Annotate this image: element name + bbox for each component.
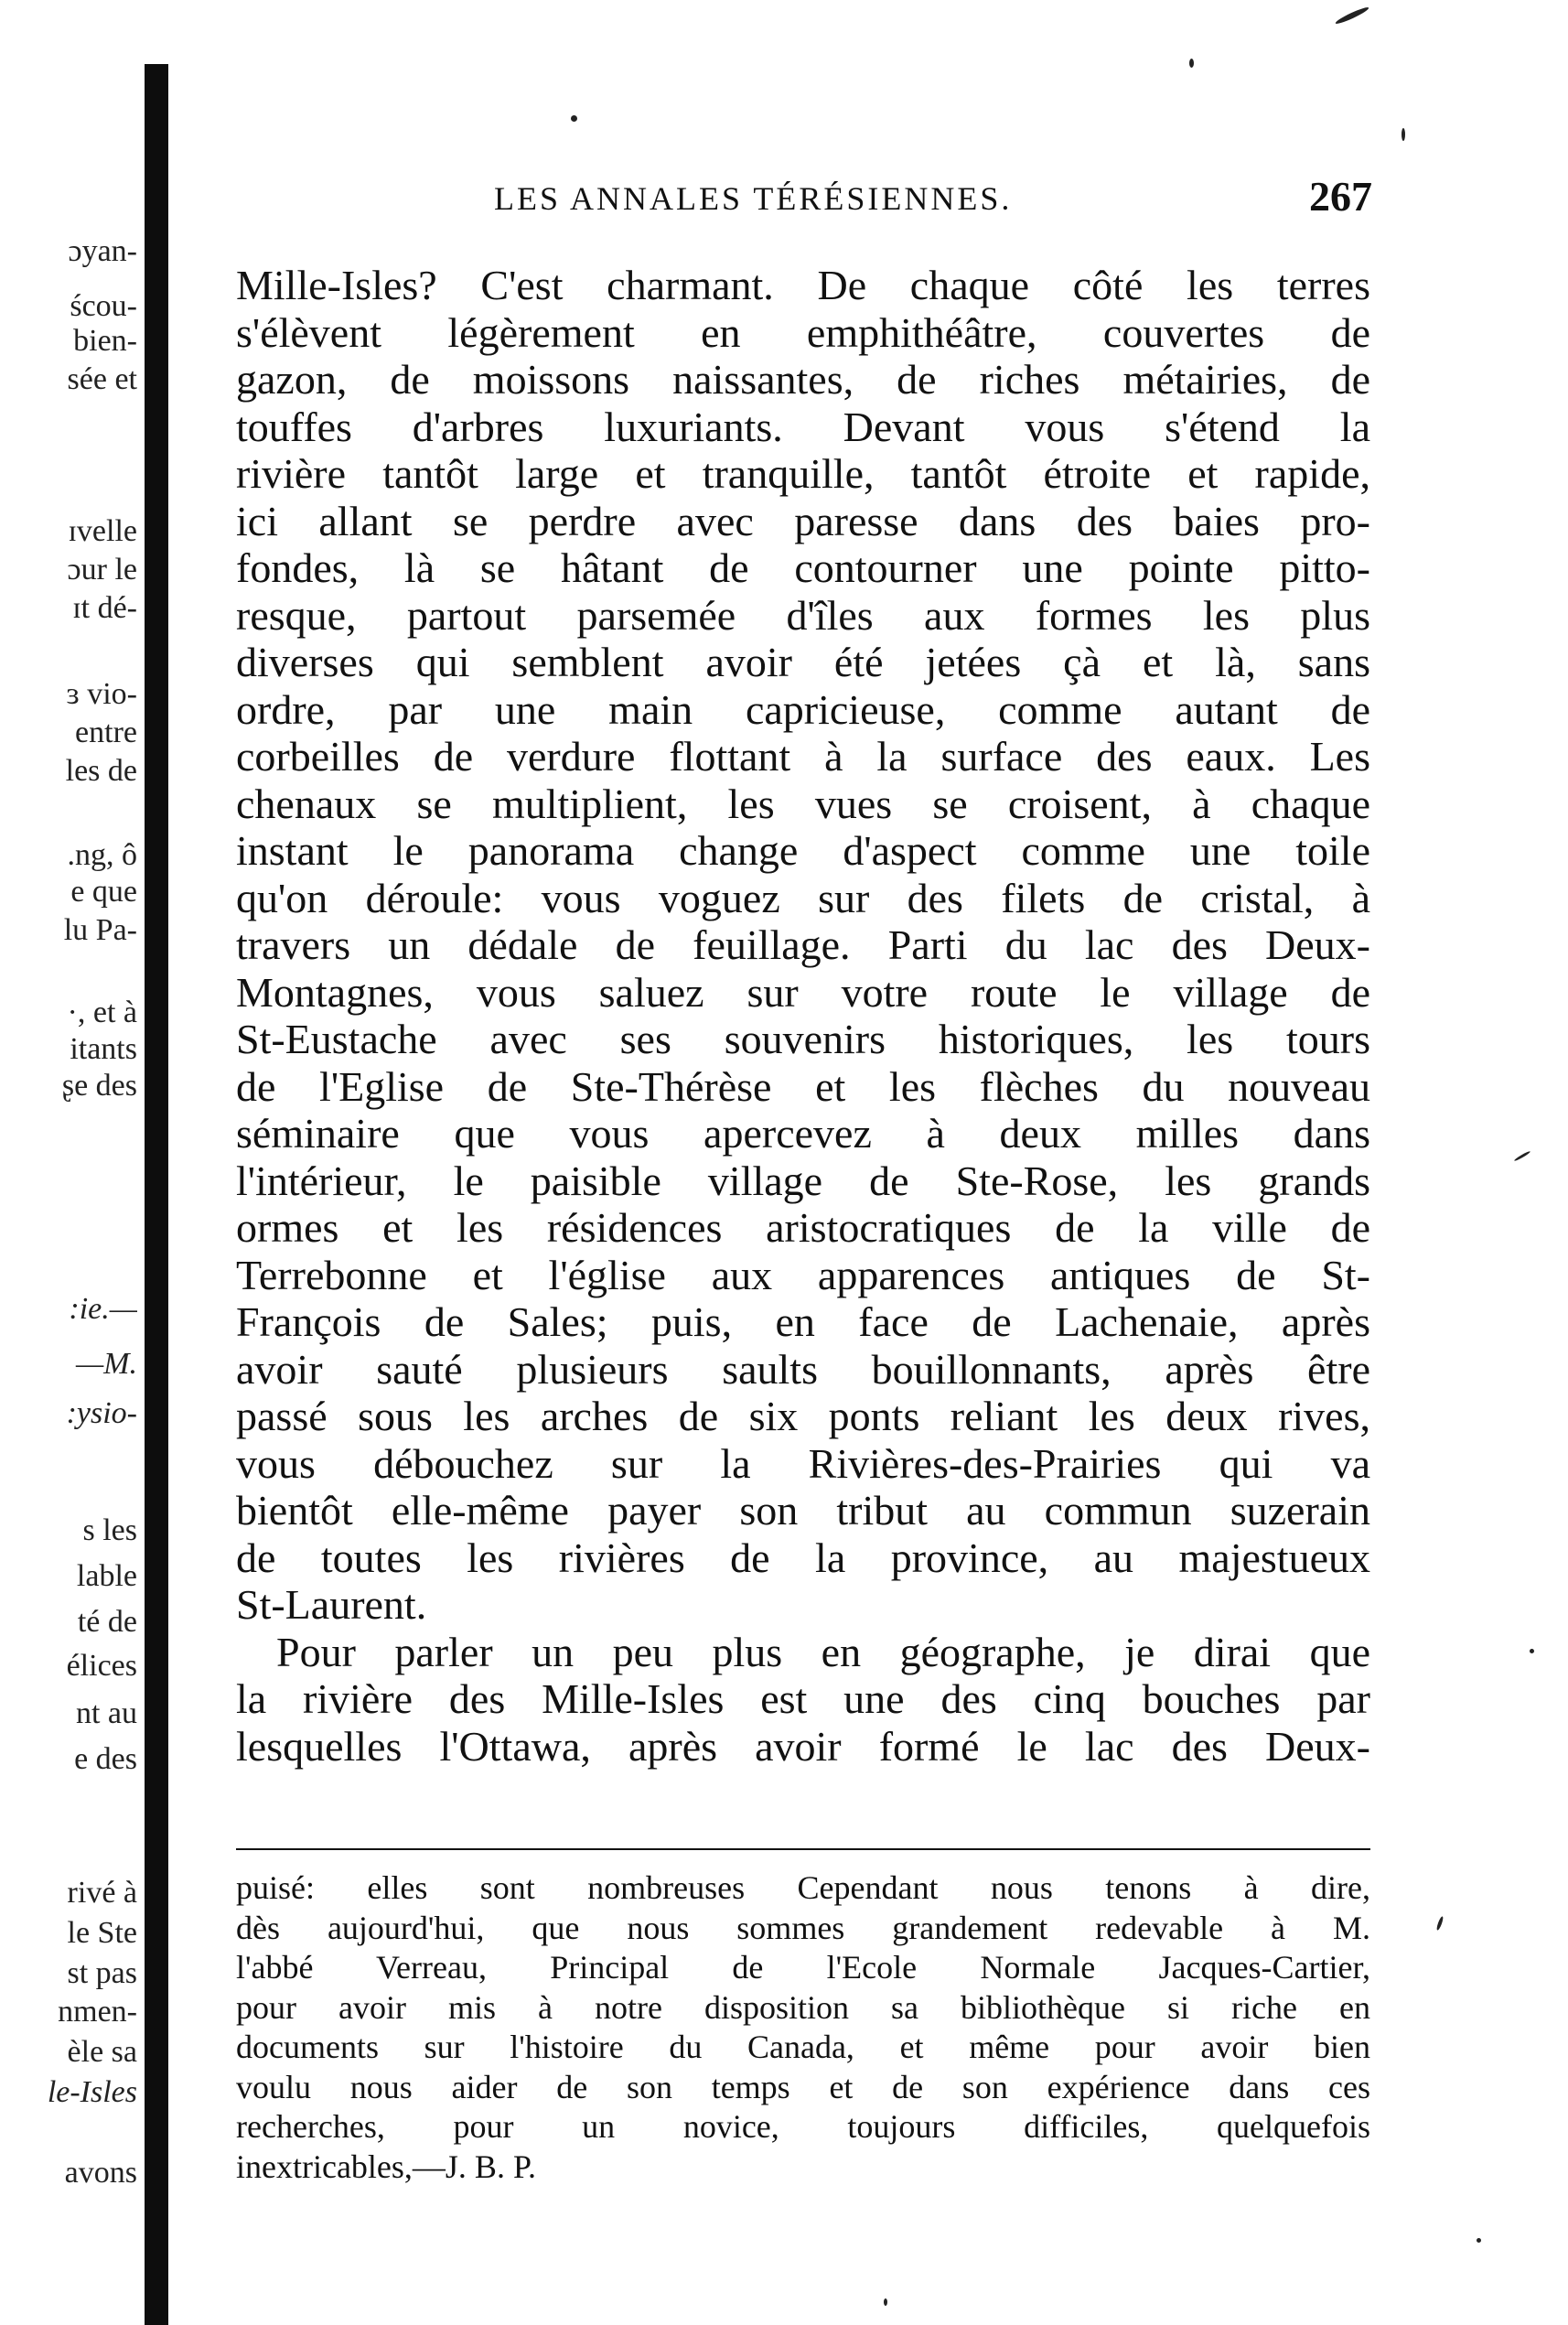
body-line: fondes, là se hâtant de contourner une pointe pitto-	[236, 544, 1370, 591]
body-line: chenaux se multiplient, les vues se croisent, à chaque	[236, 780, 1370, 827]
footnote-line: recherches, pour un novice, toujours difficiles, quelquefois	[236, 2108, 1370, 2145]
page-number: 267	[1309, 173, 1372, 220]
body-line: Montagnes, vous saluez sur votre route le village de	[236, 968, 1370, 1016]
left-fragment: lu Pa-	[63, 913, 137, 947]
left-fragment: ɪvelle	[68, 514, 137, 548]
left-fragment: —M.	[75, 1347, 137, 1381]
scan-speck	[1335, 5, 1370, 26]
left-fragment: :ie.—	[69, 1292, 137, 1326]
body-line: s'élèvent légèrement en emphithéâtre, couvertes de	[236, 308, 1370, 356]
body-line: lesquelles l'Ottawa, après avoir formé le lac des Deux-	[236, 1722, 1370, 1770]
left-fragment: lable	[76, 1559, 137, 1593]
scan-speck	[1402, 128, 1405, 141]
scan-speck	[1477, 2238, 1481, 2243]
body-line: St-Eustache avec ses souvenirs historiques, les tours	[236, 1016, 1370, 1062]
body-line: de toutes les rivières de la province, au majestueux	[236, 1534, 1370, 1581]
left-fragment: ścou-	[70, 289, 137, 323]
body-line: séminaire que vous apercevez à deux milles dans	[236, 1110, 1370, 1157]
running-header	[494, 173, 1372, 225]
footnote-rule	[236, 1848, 1370, 1850]
scan-speck	[1435, 1916, 1444, 1931]
left-fragment: nt au	[75, 1696, 137, 1730]
body-line: Terrebonne et l'église aux apparences antiques de St-	[236, 1251, 1370, 1298]
body-line: instant le panorama change d'aspect comme une toile	[236, 827, 1370, 874]
left-fragment: ɪt dé-	[72, 591, 137, 625]
left-fragment: ʂe des	[61, 1069, 137, 1103]
left-fragment: e que	[70, 875, 137, 909]
body-line: la rivière des Mille-Isles est une des cinq bouches par	[236, 1675, 1370, 1722]
left-fragment: s les	[82, 1513, 137, 1547]
body-line: corbeilles de verdure flottant à la surface des eaux. Les	[236, 733, 1370, 780]
left-fragment: avons	[64, 2156, 137, 2190]
left-fragment: bien-	[73, 324, 137, 358]
scan-speck	[1189, 59, 1194, 68]
left-fragment: itants	[70, 1032, 137, 1066]
body-line: gazon, de moissons naissantes, de riches métairies, de	[236, 356, 1370, 403]
left-fragment: ·, et à	[67, 996, 137, 1029]
body-line: rivière tantôt large et tranquille, tantôt étroite et rapide,	[236, 450, 1370, 497]
body-line: St-Laurent.	[236, 1581, 427, 1628]
left-fragment: ɔyan-	[68, 234, 137, 268]
body-line: avoir sauté plusieurs saults bouillonnants, après être	[236, 1345, 1370, 1393]
body-line: Mille-Isles? C'est charmant. De chaque côté les terres	[236, 262, 1370, 308]
left-fragment: st pas	[67, 1956, 137, 1990]
left-fragment: le-Isles	[47, 2075, 137, 2109]
left-fragment: èle sa	[67, 2035, 137, 2069]
left-fragment: le Ste	[67, 1916, 137, 1950]
left-fragment: entre	[75, 716, 137, 749]
body-line: François de Sales; puis, en face de Lachenaie, après	[236, 1298, 1370, 1345]
left-fragment: .ng, ô	[67, 838, 137, 872]
footnote-line: dès aujourd'hui, que nous sommes grandement redevable à M.	[236, 1909, 1370, 1946]
book-spine-gutter	[145, 64, 168, 2325]
body-line: qu'on déroule: vous voguez sur des filets de cristal, à	[236, 874, 1370, 921]
scan-speck	[884, 2298, 887, 2306]
left-fragment: rivé à	[67, 1876, 137, 1910]
body-line: Pour parler un peu plus en géographe, je dirai que	[276, 1628, 1370, 1675]
left-fragment: té de	[77, 1605, 137, 1639]
left-fragment: les de	[65, 754, 137, 788]
footnote-line: documents sur l'histoire du Canada, et même pour avoir bien	[236, 2029, 1370, 2065]
body-line: resque, partout parsemée d'îles aux formes les plus	[236, 591, 1370, 639]
body-line: ormes et les résidences aristocratiques de la ville de	[236, 1204, 1370, 1251]
body-line: bientôt elle-même payer son tribut au commun suzerain	[236, 1487, 1370, 1534]
footnote-line: pour avoir mis à notre disposition sa bibliothèque si riche en	[236, 1988, 1370, 2026]
body-line: touffes d'arbres luxuriants. Devant vous s'étend la	[236, 403, 1370, 450]
body-text	[236, 262, 1370, 1770]
left-fragment: e des	[74, 1742, 137, 1776]
body-line: de l'Eglise de Ste-Thérèse et les flèches du nouveau	[236, 1062, 1370, 1110]
scan-speck	[1530, 1649, 1534, 1653]
footnote-line: inextricables,—J. B. P.	[236, 2147, 536, 2185]
footnote-line: voulu nous aider de son temps et de son expérience dans ces	[236, 2068, 1370, 2105]
left-fragment: :ysio-	[66, 1396, 137, 1430]
scan-speck	[1514, 1150, 1531, 1162]
left-fragment: ɜ vio-	[66, 677, 137, 711]
left-fragment: sée et	[67, 362, 137, 396]
scan-speck	[571, 115, 577, 122]
body-line: ici allant se perdre avec paresse dans des baies pro-	[236, 497, 1370, 544]
footnote-line: l'abbé Verreau, Principal de l'Ecole Normale Jacques-Cartier,	[236, 1949, 1370, 1986]
body-line: ordre, par une main capricieuse, comme autant de	[236, 685, 1370, 733]
body-line: diverses qui semblent avoir été jetées çà et là, sans	[236, 639, 1370, 685]
body-line: l'intérieur, le paisible village de Ste-Rose, les grands	[236, 1157, 1370, 1204]
left-fragment: ɔur le	[67, 553, 137, 587]
running-header-title: LES ANNALES TÉRÉSIENNES.	[494, 180, 1013, 217]
footnote	[236, 1868, 1370, 2187]
left-fragment: élices	[66, 1649, 137, 1683]
body-line: passé sous les arches de six ponts reliant les deux rives,	[236, 1393, 1370, 1439]
footnote-line: puisé: elles sont nombreuses Cependant nous tenons à dire,	[236, 1869, 1370, 1906]
body-line: vous débouchez sur la Rivières-des-Prairies qui va	[236, 1439, 1370, 1487]
left-fragment: nmen-	[58, 1995, 137, 2029]
body-line: travers un dédale de feuillage. Parti du lac des Deux-	[236, 921, 1370, 968]
